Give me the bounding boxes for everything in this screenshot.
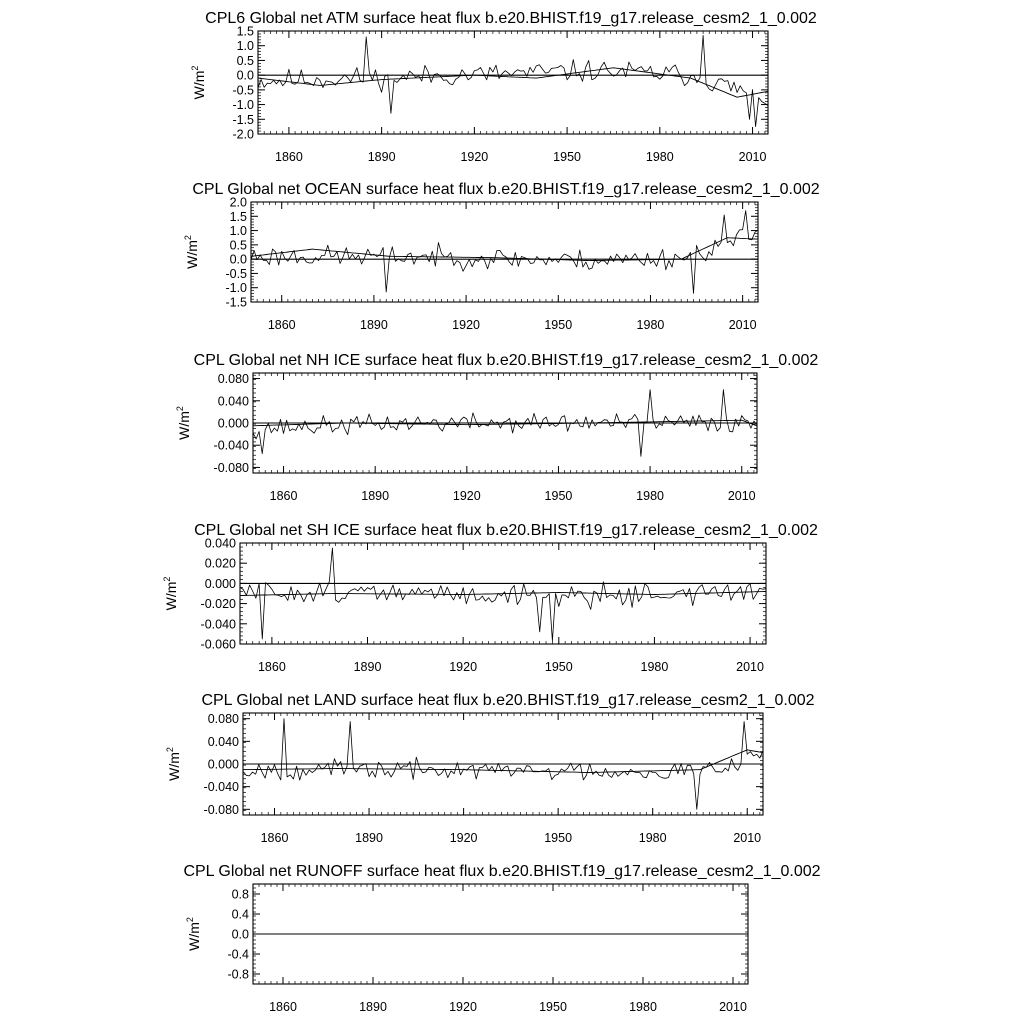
- y-tick-label: 0.000: [207, 757, 239, 772]
- x-tick-label: 1980: [640, 660, 669, 674]
- y-tick-label: -2.0: [232, 127, 254, 142]
- x-tick-label: 1860: [269, 489, 298, 503]
- y-axis-label: $W/m^2$: [185, 917, 202, 951]
- x-tick-label: 1890: [361, 489, 390, 503]
- chart-panel-4: [162, 522, 818, 674]
- chart-title: CPL Global net LAND surface heat flux b.e20.BHIST.f19_g17.release_cesm2_1_0.002: [201, 692, 815, 709]
- series-group: [258, 35, 768, 126]
- y-tick-label: 1.5: [229, 209, 247, 224]
- x-tick-label: 2010: [719, 1000, 747, 1014]
- chart-panel-1: [190, 10, 817, 164]
- x-tick-label: 1980: [636, 318, 665, 332]
- y-tick-label: -0.040: [203, 780, 239, 795]
- y-tick-label: -0.060: [200, 637, 236, 652]
- y-tick-label: -0.8: [227, 967, 249, 982]
- chart-title: CPL Global net OCEAN surface heat flux b.e20.BHIST.f19_g17.release_cesm2_1_0.002: [192, 181, 820, 198]
- x-tick-label: 1890: [359, 1000, 387, 1014]
- y-tick-label: -0.020: [200, 597, 236, 612]
- y-tick-label: 0.080: [207, 712, 239, 727]
- y-tick-label: -0.040: [213, 438, 249, 453]
- y-tick-label: 0.8: [231, 887, 249, 902]
- y-axis-label: $W/m^2$: [175, 406, 192, 440]
- x-tick-label: 2010: [728, 318, 757, 332]
- y-tick-label: 0.040: [207, 734, 239, 749]
- y-tick-label: 2.0: [229, 195, 247, 210]
- annual-series-line: [258, 35, 768, 126]
- x-tick-label: 1980: [636, 489, 664, 503]
- y-tick-label: 1.0: [236, 39, 254, 54]
- plot-frame: [258, 31, 768, 134]
- y-tick-label: -1.0: [225, 281, 247, 296]
- x-tick-label: 1860: [257, 660, 286, 674]
- x-tick-label: 1860: [275, 150, 303, 164]
- chart-panel-6: [183, 863, 820, 1014]
- chart-panel-3: [175, 352, 818, 503]
- x-tick-label: 1950: [544, 318, 573, 332]
- x-tick-label: 1920: [452, 489, 481, 503]
- y-tick-label: 0.000: [204, 576, 236, 591]
- series-group: [251, 211, 758, 294]
- chart-panel-5: [165, 692, 815, 845]
- y-tick-label: 0.040: [204, 536, 236, 551]
- x-tick-label: 1860: [269, 1000, 297, 1014]
- y-tick-label: -0.5: [232, 83, 254, 98]
- y-tick-label: 0.0: [231, 927, 249, 942]
- y-tick-label: -0.4: [227, 947, 249, 962]
- x-tick-label: 1980: [629, 1000, 657, 1014]
- x-tick-label: 1980: [638, 831, 667, 845]
- y-tick-label: -0.080: [203, 802, 239, 817]
- x-tick-label: 1950: [544, 489, 573, 503]
- annual-series-line: [240, 548, 766, 641]
- x-tick-label: 1920: [460, 150, 489, 164]
- y-tick-label: 0.0: [229, 252, 247, 267]
- chart-title: CPL Global net SH ICE surface heat flux b.e20.BHIST.f19_g17.release_cesm2_1_0.002: [194, 522, 818, 539]
- annual-series-line: [251, 211, 758, 294]
- smoothed-series-line: [258, 68, 768, 97]
- y-tick-label: -1.0: [232, 98, 254, 113]
- x-tick-label: 1950: [544, 660, 573, 674]
- x-tick-label: 1890: [353, 660, 382, 674]
- y-tick-label: 0.0: [236, 68, 254, 83]
- x-tick-label: 2010: [738, 150, 767, 164]
- plot-frame: [251, 202, 758, 302]
- chart-title: CPL6 Global net ATM surface heat flux b.e20.BHIST.f19_g17.release_cesm2_1_0.002: [205, 10, 817, 27]
- y-tick-label: 0.5: [229, 238, 247, 253]
- y-tick-label: 0.040: [217, 394, 249, 409]
- x-tick-label: 2010: [733, 831, 762, 845]
- series-group: [240, 548, 766, 641]
- x-tick-label: 1920: [449, 831, 478, 845]
- x-tick-label: 1950: [544, 831, 573, 845]
- y-tick-label: -0.080: [213, 460, 249, 475]
- x-tick-label: 1890: [355, 831, 383, 845]
- x-tick-label: 2010: [727, 489, 756, 503]
- x-tick-label: 1950: [553, 150, 581, 164]
- x-tick-label: 1950: [539, 1000, 567, 1014]
- y-tick-label: -1.5: [232, 112, 254, 127]
- y-tick-label: 0.080: [217, 372, 249, 387]
- y-tick-label: 0.000: [217, 416, 249, 431]
- y-tick-label: -1.5: [225, 295, 247, 310]
- chart-title: CPL Global net RUNOFF surface heat flux b.e20.BHIST.f19_g17.release_cesm2_1_0.002: [183, 863, 821, 880]
- y-tick-label: 1.0: [229, 224, 247, 239]
- x-tick-label: 1980: [645, 150, 674, 164]
- x-tick-label: 1920: [449, 1000, 477, 1014]
- y-axis-label: $W/m^2$: [162, 576, 179, 611]
- y-tick-label: -0.5: [225, 266, 247, 281]
- x-tick-label: 1860: [260, 831, 289, 845]
- smoothed-series-line: [251, 238, 758, 261]
- y-axis-label: $W/m^2$: [183, 235, 200, 269]
- y-tick-label: 1.5: [236, 24, 254, 39]
- y-tick-label: -0.040: [200, 617, 236, 632]
- chart-title: CPL Global net NH ICE surface heat flux b.e20.BHIST.f19_g17.release_cesm2_1_0.002: [193, 352, 819, 369]
- chart-panel-2: [183, 181, 820, 332]
- y-tick-label: 0.020: [204, 556, 236, 571]
- x-tick-label: 1890: [367, 150, 396, 164]
- y-axis-label: $W/m^2$: [165, 747, 182, 781]
- y-axis-label: $W/m^2$: [190, 65, 207, 100]
- x-tick-label: 1860: [267, 318, 296, 332]
- x-tick-label: 1890: [360, 318, 388, 332]
- y-tick-label: 0.4: [231, 907, 249, 922]
- x-tick-label: 1920: [449, 660, 478, 674]
- y-tick-label: 0.5: [236, 53, 254, 68]
- x-tick-label: 2010: [736, 660, 764, 674]
- x-tick-label: 1920: [452, 318, 480, 332]
